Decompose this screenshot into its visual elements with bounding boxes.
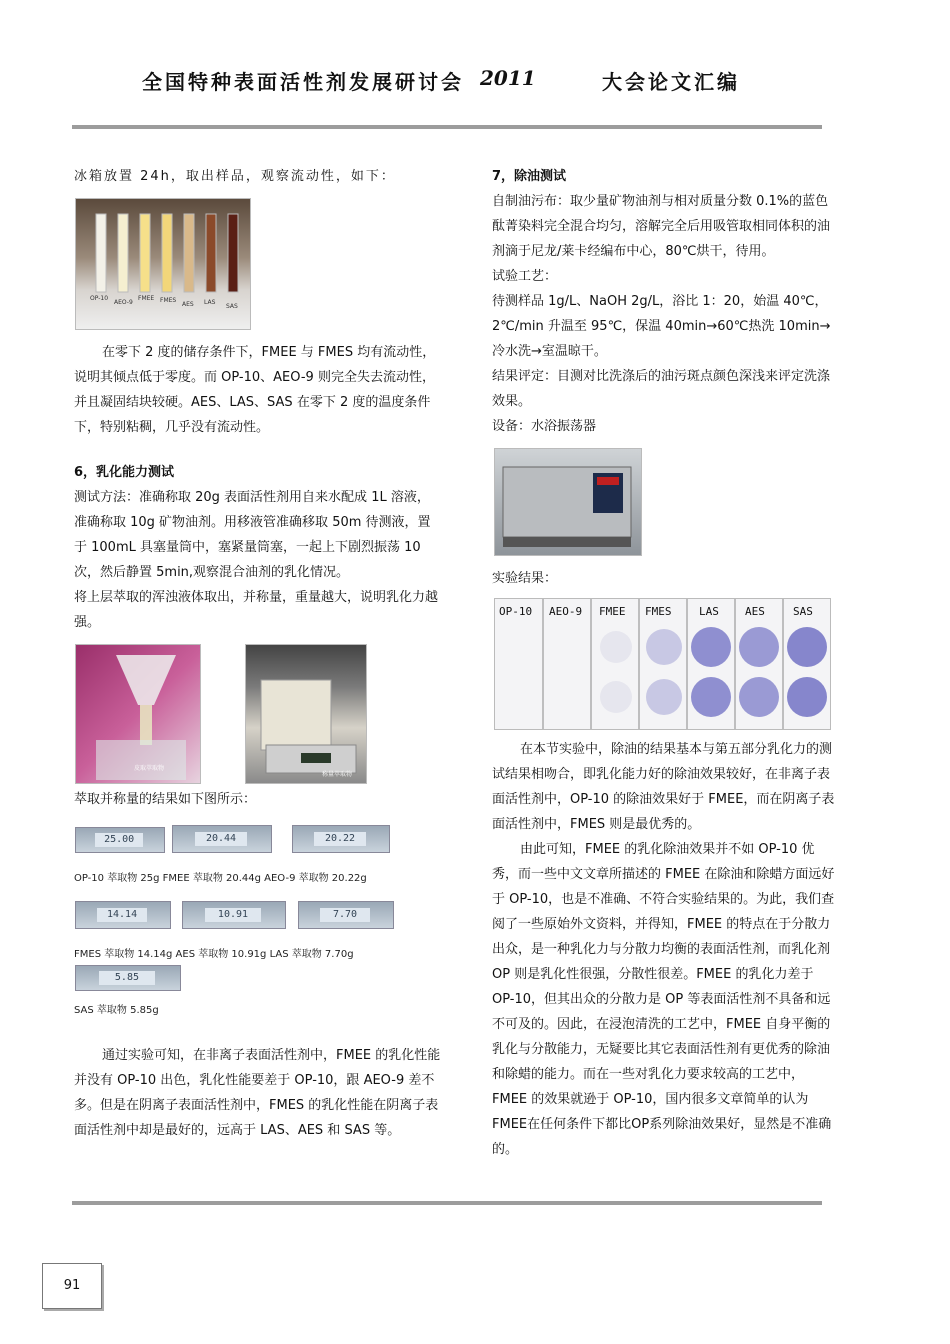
tube-label: AEO-9 (114, 299, 133, 306)
test-tubes-photo (75, 198, 251, 330)
paragraph-conclusion: 通过实验可知，在非离子表面活性剂中，FMEE 的乳化性能并没有 OP-10 出色，乳化性能要差于 OP-10，跟 AEO-9 差不多。但是在阴离子表面活性剂中，FMES 的乳化性能在阴离子表面活性剂中却是最好的，远高于 LAS、AES 和 SAS 等。 (74, 1048, 441, 1138)
funnel-photo (75, 644, 201, 784)
results-label-block (492, 566, 838, 591)
scale-reading (75, 901, 171, 929)
swatch-label: SAS (793, 605, 813, 618)
paragraph-intro: 冰箱放置 24h，取出样品，观察流动性，如下： (74, 169, 396, 184)
paragraph-cloth: 自制油污布：取少量矿物油剂与相对质量分数 0.1%的蓝色酞菁染料完全混合均匀，溶解完全后用吸管取相同体积的油剂滴于尼龙/莱卡经编布中心，80℃烘干，待用。 (492, 194, 831, 259)
header-title-left: 全国特种表面活性剂发展研讨会 (142, 70, 464, 94)
right-column (492, 164, 838, 439)
scale-value: 20.22 (314, 832, 366, 847)
paragraph-evaluation: 结果评定：目测对比洗涤后的油污斑点颜色深浅来评定洗涤效果。 (492, 369, 831, 409)
paragraph-analysis-2: 由此可知，FMEE 的乳化除油效果并不如 OP-10 优秀，而一些中文文章所描述的 FMEE 在除油和除蜡方面远好于 OP-10，也是不准确、不符合实验结果的。为此，我们查阅了一些原始外文资料，并得知，FMEE 的特点在于分散力出众，是一种乳化力与分散力均衡的表面活性剂，而乳化剂 OP 则是乳化性很强，分散性很差。FMEE 的乳化力差于 OP-10，但其出众的分散力是 OP 等表面活性剂不具备和远不可及的。因此，在浸泡清洗的工艺中，FMEE 自身平衡的乳化与分散能力，无疑要比其它表面活性剂有更优秀的除油和除蜡的能力。而在一些对乳化力要求较高的工艺中，FMEE 的效果就逊于 OP-10，国内很多文章简单的认为FMEE在任何条件下都比OP系列除油效果好，显然是不准确的。 (492, 842, 835, 1157)
scale-reading (172, 825, 272, 853)
swatch-label: AES (745, 605, 765, 618)
result-row-3: SAS 萃取物 5.85g (74, 1005, 159, 1016)
scale-reading (298, 901, 394, 929)
water-bath-shaker-photo (494, 448, 642, 556)
swatch-label: LAS (699, 605, 719, 618)
balance-illustration (246, 645, 366, 783)
tube-label: LAS (204, 299, 216, 306)
header-rule (72, 125, 822, 129)
photo-caption-a: 皮取萃取物 (134, 765, 165, 772)
swatch-label: AEO-9 (549, 605, 583, 618)
page-header (0, 66, 950, 98)
swatch-label: FMEE (599, 605, 626, 618)
paragraph-cold-storage: 在零下 2 度的储存条件下，FMEE 与 FMES 均有流动性，说明其倾点低于零度。而 OP-10、AEO-9 则完全失去流动性，并且凝固结块较硬。AES、LAS、SAS 在零下 2 度的温度条件下，特别粘稠，几乎没有流动性。 (74, 345, 436, 435)
scale-value: 20.44 (195, 832, 248, 847)
right-analysis-block (492, 737, 838, 1162)
tube-label: OP-10 (90, 295, 109, 302)
tube-label: FMEE (138, 295, 155, 302)
swatch-results-photo (494, 598, 831, 730)
result-intro-block (74, 787, 442, 812)
paragraph-process-title: 试验工艺： (492, 269, 558, 284)
scale-value: 10.91 (205, 908, 260, 923)
photo-caption-b: 称量萃取物 (322, 771, 353, 778)
header-title-right: 大会论文汇编 (602, 70, 740, 94)
tube-label: SAS (226, 303, 238, 310)
scale-reading (292, 825, 390, 853)
swatch-label: FMES (645, 605, 672, 618)
scale-reading (182, 901, 286, 929)
conclusion-block (74, 1043, 442, 1143)
scale-value: 7.70 (320, 908, 371, 923)
tube-label: FMES (160, 297, 177, 304)
swatch-label: OP-10 (499, 605, 533, 618)
balance-photo (245, 644, 367, 784)
paragraph-results-label: 实验结果： (492, 571, 558, 586)
scale-value: 5.85 (99, 971, 155, 984)
left-column (74, 164, 442, 189)
scale-reading (75, 965, 181, 991)
header-year: 2011 (480, 66, 536, 90)
section-7-heading: 7，除油测试 (492, 169, 567, 184)
scale-value: 25.00 (95, 833, 143, 846)
test-tubes-illustration (76, 199, 250, 329)
result-row-1: OP-10 萃取物 25g FMEE 萃取物 20.44g AEO-9 萃取物 20.22g (74, 873, 367, 884)
footer-rule (72, 1201, 822, 1205)
page-number: 91 (42, 1263, 102, 1309)
result-row-2: FMES 萃取物 14.14g AES 萃取物 10.91g LAS 萃取物 7.70g (74, 949, 354, 960)
section-6-heading: 6，乳化能力测试 (74, 465, 175, 480)
paragraph-result-intro: 萃取并称量的结果如下图所示： (74, 792, 257, 807)
swatch-strip (495, 599, 830, 729)
paragraph-equipment: 设备：水浴振荡器 (492, 419, 597, 434)
paragraph-extract: 将上层萃取的浑浊液体取出，并称量，重量越大，说明乳化力越强。 (74, 590, 439, 630)
shaker-illustration (495, 449, 641, 555)
paragraph-analysis-1: 在本节实验中，除油的结果基本与第五部分乳化力的测试结果相吻合，即乳化能力好的除油效果较好，在非离子表面活性剂中，OP-10 的除油效果好于 FMEE，而在阴离子表面活性剂中，FMES 则是最优秀的。 (492, 742, 835, 832)
scale-value: 14.14 (97, 908, 148, 923)
paragraph-test-method: 测试方法：准确称取 20g 表面活性剂用自来水配成 1L 溶液，准确称取 10g 矿物油剂。用移液管准确移取 50m 待测液，置于 100mL 具塞量筒中，塞紧量筒塞，一起上下剧烈振荡 10 次，然后静置 5min,观察混合油剂的乳化情况。 (74, 490, 431, 580)
scale-reading (75, 827, 165, 853)
left-column-body (74, 340, 442, 635)
paragraph-process: 待测样品 1g/L、NaOH 2g/L，浴比 1：20，始温 40℃，2℃/min 升温至 95℃，保温 40min→60℃热洗 10min→冷水洗→室温晾干。 (492, 294, 831, 359)
tube-label: AES (182, 301, 194, 308)
